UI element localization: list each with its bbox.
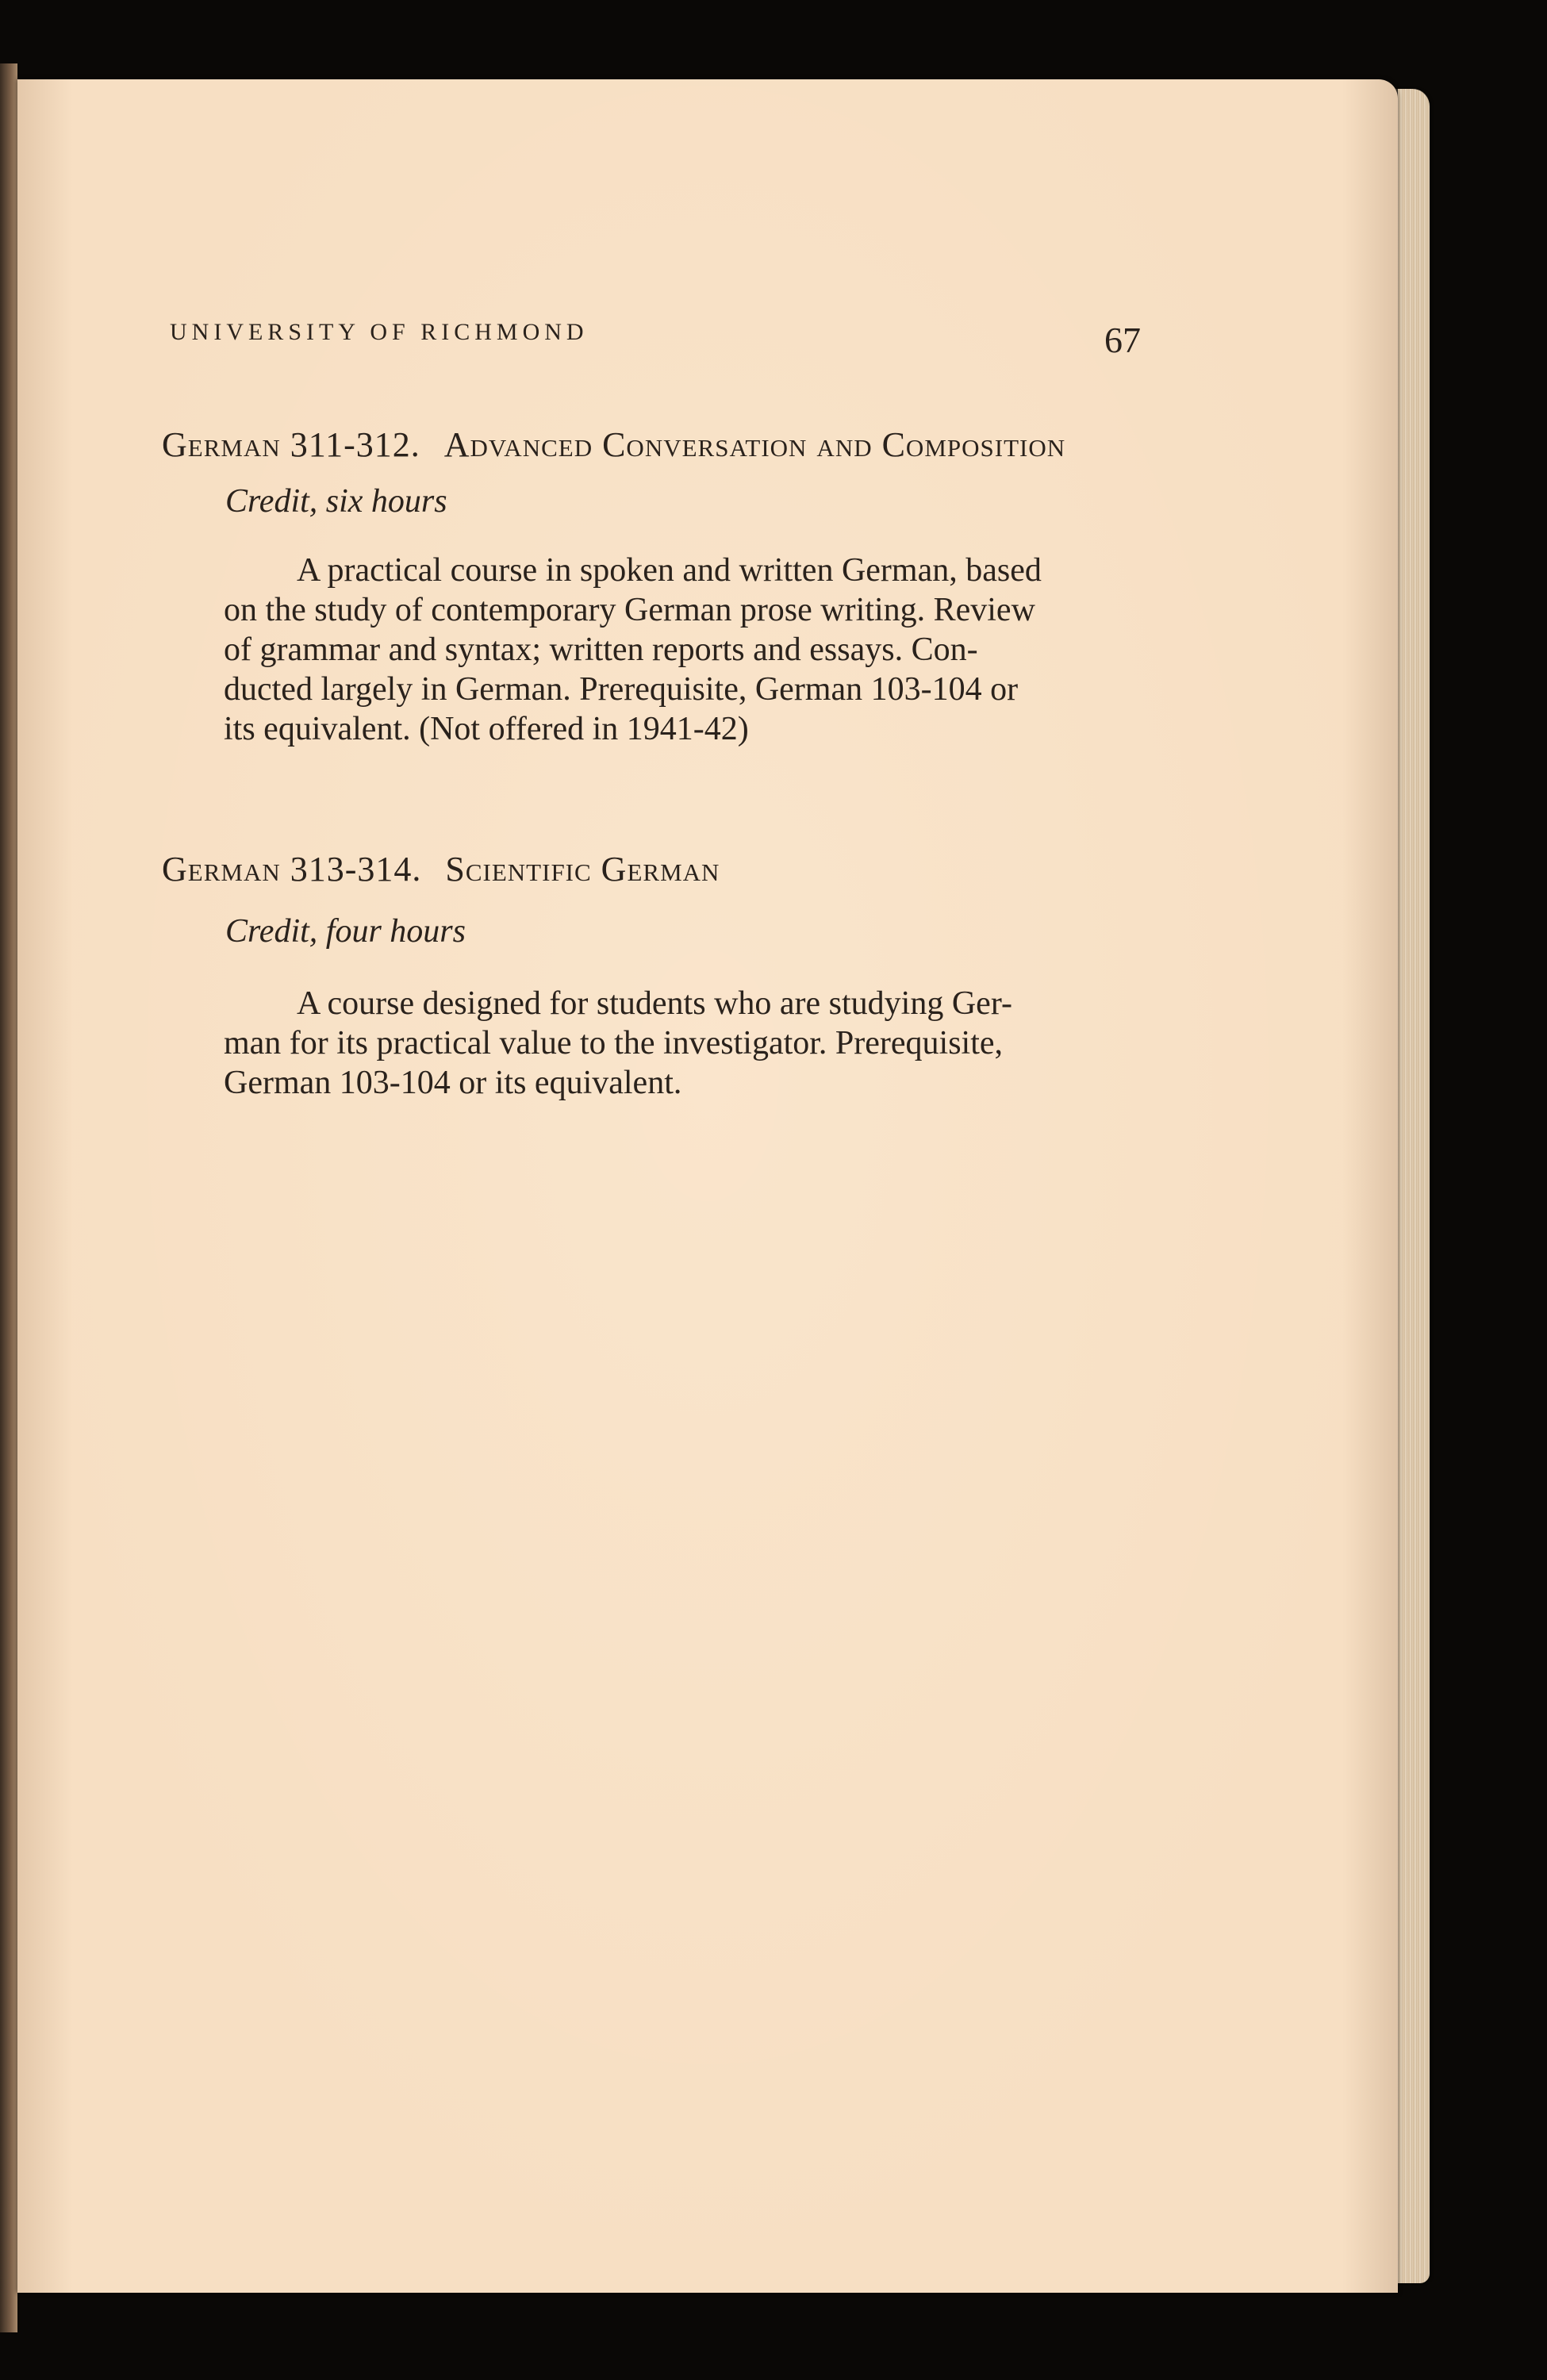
course-heading [162,424,1065,465]
description-line: man for its practical value to the investigator. Prerequisite, [224,1025,1004,1061]
description-line: its equivalent. (Not offered in 1941-42) [224,711,749,747]
course-code: German 311-312. [162,425,420,464]
book-page [17,79,1398,2293]
course-description [224,551,1136,749]
description-line: of grammar and syntax; written reports and essays. Con- [224,631,978,668]
page-stack-edge [1398,89,1430,2283]
description-line: A course designed for students who are studying Ger- [297,985,1012,1022]
course-title: Scientific German [445,850,720,889]
course-title: Advanced Conversation and Composition [443,425,1066,464]
course-description [224,984,1136,1103]
description-line: on the study of contemporary German prose writing. Review [224,592,1035,628]
course-credit: Credit, four hours [225,913,466,950]
description-line: A practical course in spoken and written German, based [297,552,1042,589]
running-head: UNIVERSITY OF RICHMOND [170,319,589,345]
description-line: German 103-104 or its equivalent. [224,1065,682,1101]
course-code: German 313-314. [162,850,422,889]
course-heading [162,849,720,889]
page-number: 67 [1104,320,1141,360]
course-credit: Credit, six hours [225,483,447,520]
description-line: ducted largely in German. Prerequisite, German 103-104 or [224,671,1019,708]
adjacent-page-edge [0,63,17,2332]
